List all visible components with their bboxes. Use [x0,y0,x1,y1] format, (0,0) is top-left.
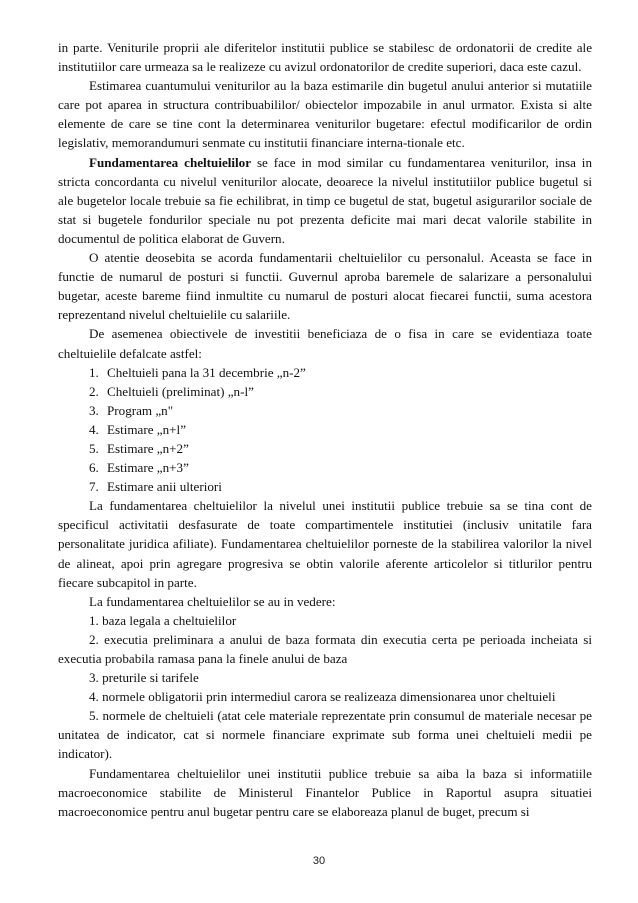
list-item: 4. Estimare „n+l” [89,421,187,437]
list-item: 5. Estimare „n+2” [89,440,189,456]
numbered-list [58,363,592,497]
paragraph: O atentie deosebita se acorda fundamentarii cheltuielilor cu personalul. Aceasta se face in functie de numarul de posturi si functii. Guvernul aproba baremele de salarizare a personalului bugetar, aceste bareme fiind inmultite cu numarul de posturi alocat fiecarei functii, suma acestora reprezentand nivelul cheltuielile cu salariile. [58,250,592,323]
page-number: 30 [312,855,326,867]
list-item: 2. Cheltuieli (preliminat) „n-l” [89,383,254,399]
document-body [58,38,592,821]
paragraph [58,153,592,248]
list-item: 4. normele obligatorii prin intermediul carora se realizeaza dimensionarea unor cheltuieli [89,689,556,705]
list-item: 2. executia preliminara a anului de baza formata din executia certa pe perioada incheiata si executia probabila ramasa pana la finele anului de baza [58,631,592,666]
paragraph: La fundamentarea cheltuielilor se au in vedere: [89,593,336,609]
list-item: 6. Estimare „n+3” [89,460,189,476]
paragraph: Fundamentarea cheltuielilor unei institutii publice trebuie sa aiba la baza si informatiile macroeconomice stabilite de Ministerul Finantelor Publice in Raportul asupra situatiei macroeconomice pentru anul bugetar pentru care se elaboreaza planul de buget, precum si [58,765,592,819]
list-item: 1. baza legala a cheltuielilor [89,612,237,628]
list-item: 1. Cheltuieli pana la 31 decembrie „n-2” [89,364,306,380]
paragraph-text: se face in mod similar cu fundamentarea veniturilor, insa in stricta concordanta cu nivelul veniturilor alocate, deoarece la nivelul institutiilor publice bugetul si ale bugetelor locale trebuie sa fie echilibrat, in timp ce bugetul de stat, bugetul asigurarilor sociale de stat si bugetele fondurilor speciale nu pot prezenta deficite mai mari decat valorile stabilite in documentul de politica elaborat de Guvern. [58,154,592,246]
list-item: 5. normele de cheltuieli (atat cele materiale reprezentate prin consumul de materiale necesar pe unitatea de indicator, cat si normele financiare exprimate sub forma unei cheltuieli medii pe indicator). [58,708,592,762]
paragraph: in parte. Veniturile proprii ale diferitelor institutii publice se stabilesc de ordonatorii de credite ale institutiilor care urmeaza sa le realizeze cu avizul ordonatorilor de credite superiori, daca este cazul. [58,40,592,75]
bold-heading-inline: Fundamentarea cheltuielilor [89,154,252,170]
paragraph: Estimarea cuantumului veniturilor au la baza estimarile din bugetul anului anterior si mutatiile care pot aparea in structura contribuabililor/ obiectelor impozabile in anul urmator. Exista si alte elemente de care se tine cont la determinarea veniturilor bugetare: efectul modificarilor de ordin legislativ, memorandumuri senmate cu institutii financiare interna-tionale etc. [58,78,592,151]
list-item: 7. Estimare anii ulteriori [89,479,222,495]
paragraph: La fundamentarea cheltuielilor la nivelul unei institutii publice trebuie sa se tina cont de specificul activitatii desfasurate de toate compartimentele institutiei (inclusiv unitatile fara personalitate juridica afiliate). Fundamentarea cheltuielilor porneste de la stabilirea valorilor la nivel de alineat, apoi prin agregare progresiva se obtin valorile aferente articolelor si titlurilor pentru fiecare subcapitol in parte. [58,498,592,590]
list-item: 3. Program „n" [89,402,174,418]
list-item: 3. preturile si tarifele [89,670,199,686]
paragraph: De asemenea obiectivele de investitii beneficiaza de o fisa in care se evidentiaza toate cheltuielile defalcate astfel: [58,326,592,361]
